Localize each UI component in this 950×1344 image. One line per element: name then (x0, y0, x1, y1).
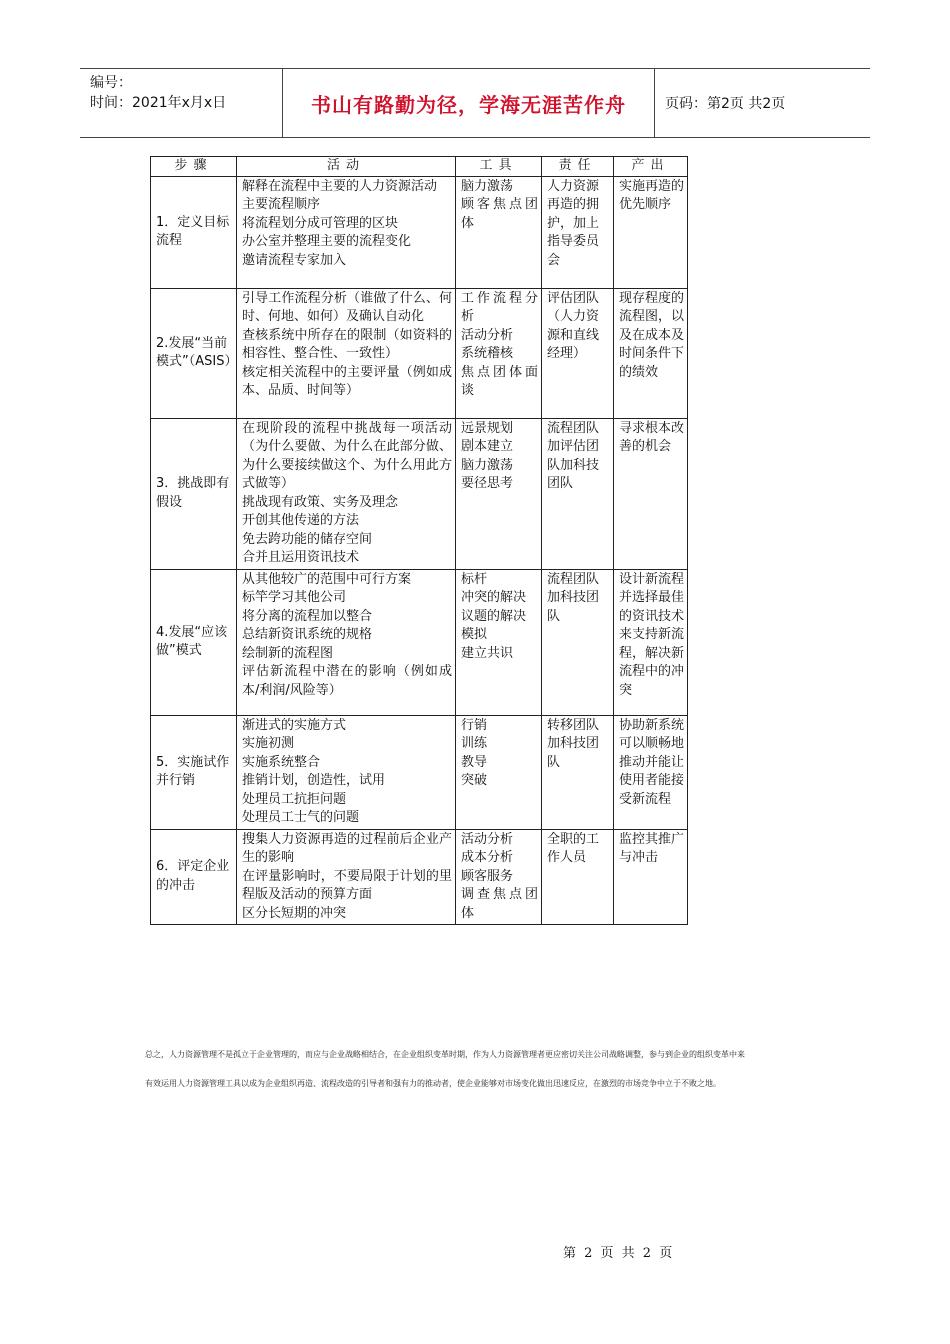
tool-item: 成本分析 (461, 850, 514, 865)
header-page-info: 页码：第2页 共2页 (665, 96, 786, 112)
activity-item: 评估新流程中潜在的影响（例如成本/利润/风险等） (242, 664, 452, 698)
activity-item: 合并且运用资讯技术 (242, 550, 360, 565)
activity-item: 邀请流程专家加入 (242, 252, 347, 268)
tools-cell (456, 829, 542, 925)
activity-cell (237, 569, 456, 715)
column-header-responsibility: 责任 (542, 157, 614, 177)
tools-cell (456, 418, 542, 569)
activity-item: 标竿学习其他公司 (242, 590, 347, 605)
tool-item: 教导 (461, 754, 488, 770)
table-row (151, 569, 688, 715)
output-cell: 协助新系统可以顺畅地推动并能让使用者能接受新流程 (614, 715, 688, 829)
motto-text: 书山有路勤为径，学海无涯苦作舟 (311, 92, 626, 117)
table-body (151, 176, 688, 925)
table-row (151, 829, 688, 925)
column-header-tools: 工具 (456, 157, 542, 177)
activity-item: 引导工作流程分析（谁做了什么、何时、何地、如何）及确认自动化 (242, 290, 452, 324)
activity-item: 在评量影响时，不要局限于计划的里程版及活动的预算方面 (242, 868, 452, 902)
activity-item: 推销计划，创造性，试用 (242, 773, 386, 788)
tools-cell (456, 288, 542, 418)
tool-item: 系统稽核 (461, 346, 514, 361)
output-cell: 寻求根本改善的机会 (614, 418, 688, 569)
activity-item: 将分离的流程加以整合 (242, 608, 373, 624)
tool-item: 工作流程分析 (461, 290, 538, 324)
tool-item: 活动分析 (461, 831, 514, 847)
header-motto (283, 69, 655, 137)
conclusion-line-2: 有效运用人力资源管理工具以成为企业组织再造、流程改造的引导者和强有力的推动者，使企业能够对市场变化做出迅速反应，在激烈的市场竞争中立于不败之地。 (145, 1079, 721, 1088)
step-cell: 4.发展“应该做”模式 (151, 569, 237, 715)
tool-item: 训练 (461, 736, 488, 751)
activity-item: 免去跨功能的储存空间 (242, 531, 373, 547)
activity-item: 解释在流程中主要的人力资源活动 (242, 178, 438, 194)
activity-item: 在现阶段的流程中挑战每一项活动（为什么要做、为什么在此部分做、为什么要接续做这个、为什么用此方式做等） (242, 420, 452, 491)
step-cell: 6．评定企业的冲击 (151, 829, 237, 925)
tool-item: 焦点团体面谈 (461, 364, 538, 398)
table-row (151, 418, 688, 569)
step-cell: 1．定义目标流程 (151, 176, 237, 288)
tool-item: 突破 (461, 773, 488, 788)
tools-cell (456, 569, 542, 715)
column-header-output: 产出 (614, 157, 688, 177)
step-cell: 2.发展“当前模式”（ASIS） (151, 288, 237, 418)
tool-item: 顾客焦点团体 (461, 197, 538, 231)
activity-item: 核定相关流程中的主要评量（例如成本、品质、时间等） (242, 364, 452, 398)
header-meta (80, 69, 283, 137)
step-cell: 5．实施试作并行销 (151, 715, 237, 829)
activity-item: 绘制新的流程图 (242, 645, 334, 661)
activity-cell (237, 829, 456, 925)
output-cell: 现存程度的流程图，以及在成本及时间条件下的绩效 (614, 288, 688, 418)
responsibility-cell: 评估团队（人力资源和直线经理） (542, 288, 614, 418)
column-header-activity: 活动 (237, 157, 456, 177)
page-footer: 第 2 页 共 2 页 (563, 1246, 673, 1261)
tool-item: 剧本建立 (461, 439, 514, 454)
activity-item: 渐进式的实施方式 (242, 717, 347, 733)
conclusion-line-1: 总之，人力资源管理不是孤立于企业管理的，而应与企业战略相结合，在企业组织变革时期，作为人力资源管理者更应密切关注公司战略调整，参与到企业的组织变革中来 (145, 1050, 745, 1059)
activity-item: 将流程划分成可管理的区块 (242, 215, 399, 231)
table-row (151, 288, 688, 418)
table-header-row (151, 157, 688, 177)
activity-item: 总结新资讯系统的规格 (242, 627, 373, 642)
responsibility-cell: 转移团队加科技团队 (542, 715, 614, 829)
document-number-label: 编号： (90, 75, 132, 91)
responsibility-cell: 流程团队加评估团队加科技团队 (542, 418, 614, 569)
activity-cell (237, 715, 456, 829)
activity-item: 从其他较广的范围中可行方案 (242, 571, 412, 587)
output-cell: 监控其推广与冲击 (614, 829, 688, 925)
tool-item: 标杆 (461, 571, 488, 587)
activity-item: 搜集人力资源再造的过程前后企业产生的影响 (242, 831, 452, 865)
column-header-step: 步骤 (151, 157, 237, 177)
tool-item: 要径思考 (461, 476, 514, 491)
table-row (151, 176, 688, 288)
responsibility-cell: 流程团队加科技团队 (542, 569, 614, 715)
activity-cell (237, 176, 456, 288)
activity-item: 处理员工抗拒问题 (242, 791, 347, 807)
activity-item: 开创其他传递的方法 (242, 513, 360, 528)
conclusion-paragraph (145, 1040, 815, 1098)
tool-item: 建立共识 (461, 645, 514, 661)
tools-cell (456, 176, 542, 288)
activity-cell (237, 418, 456, 569)
activity-item: 查核系统中所存在的限制（如资料的相容性、整合性、一致性） (242, 327, 452, 361)
output-cell: 实施再造的优先顺序 (614, 176, 688, 288)
tools-cell (456, 715, 542, 829)
output-cell: 设计新流程并选择最佳的资讯技术来支持新流程，解决新流程中的冲突 (614, 569, 688, 715)
tool-item: 冲突的解决 (461, 590, 527, 605)
page-header (80, 68, 870, 138)
activity-item: 挑战现有政策、实务及理念 (242, 494, 399, 510)
activity-item: 实施初测 (242, 736, 295, 751)
activity-item: 实施系统整合 (242, 754, 321, 770)
activity-item: 处理员工士气的问题 (242, 810, 360, 825)
tool-item: 议题的解决 (461, 608, 527, 624)
document-date: 时间：2021年x月x日 (90, 95, 227, 111)
activity-item: 办公室并整理主要的流程变化 (242, 234, 412, 249)
table-row (151, 715, 688, 829)
activity-item: 主要流程顺序 (242, 197, 321, 212)
tool-item: 脑力激荡 (461, 178, 514, 194)
step-cell: 3．挑战即有假设 (151, 418, 237, 569)
tool-item: 脑力激荡 (461, 457, 514, 473)
activity-item: 区分长短期的冲突 (242, 905, 347, 921)
tool-item: 活动分析 (461, 327, 514, 343)
responsibility-cell: 全职的工作人员 (542, 829, 614, 925)
tool-item: 远景规划 (461, 420, 514, 436)
tool-item: 模拟 (461, 627, 488, 642)
activity-cell (237, 288, 456, 418)
tool-item: 调查焦点团体 (461, 887, 538, 921)
tool-item: 顾客服务 (461, 868, 514, 884)
process-table (150, 156, 688, 925)
responsibility-cell: 人力资源再造的拥护，加上指导委员会 (542, 176, 614, 288)
tool-item: 行销 (461, 717, 488, 733)
